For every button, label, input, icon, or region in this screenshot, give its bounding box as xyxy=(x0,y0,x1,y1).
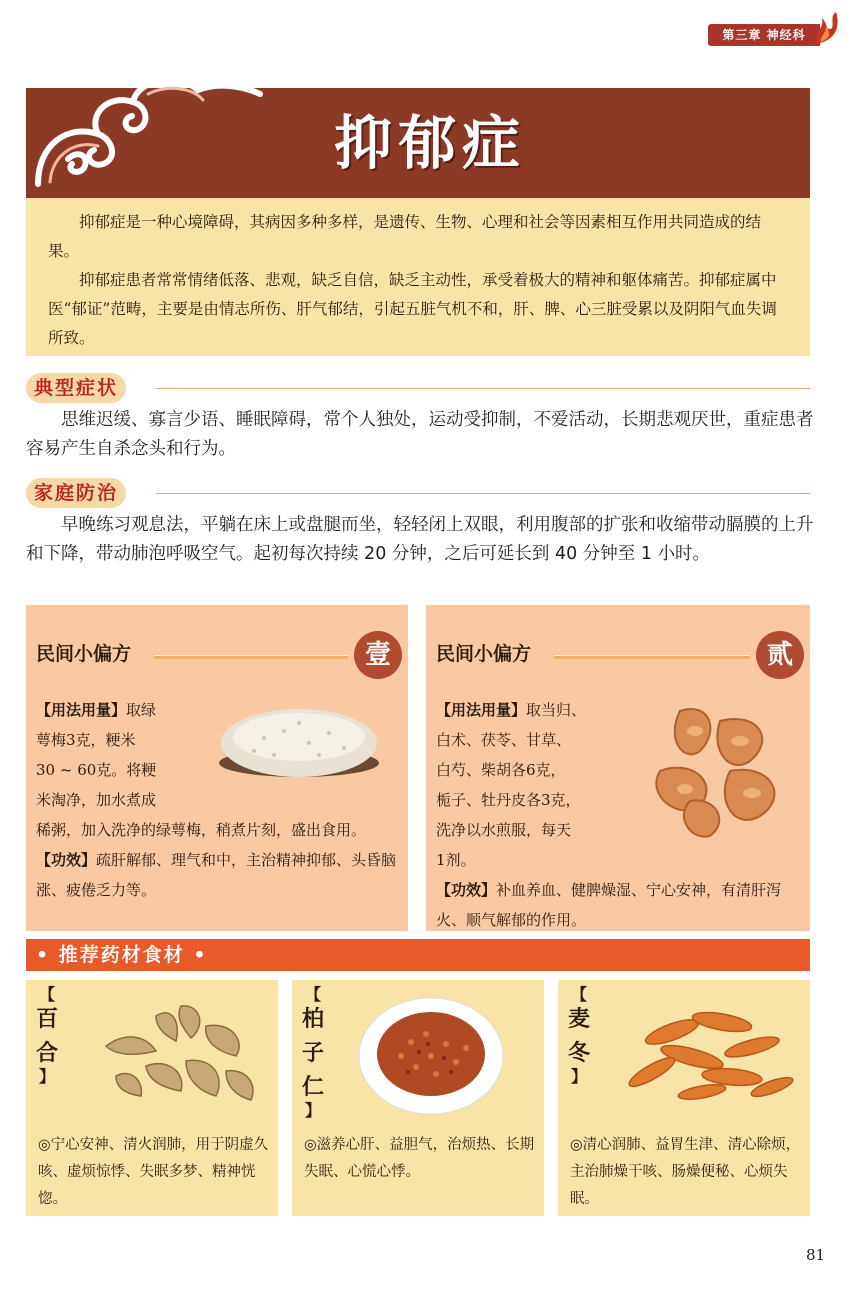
prevention-heading-label: 家庭防治 xyxy=(26,478,126,508)
remedy-effect xyxy=(436,875,802,935)
usage-line: 洗净以水煎服，每天 xyxy=(436,821,572,839)
remedy-usage xyxy=(436,695,646,875)
effect-label: 【功效】 xyxy=(436,881,497,899)
symptoms-text: 思维迟缓、寡言少语、睡眠障碍，常个人独处，运动受抑制，不爱活动，长期悲观厌世，重症患者容易产生自杀念头和行为。 xyxy=(26,410,814,459)
herb-name: 【 百 合 】 xyxy=(35,985,58,1086)
herb-slices-image xyxy=(640,701,800,841)
herb-description: ◎宁心安神、清火润肺，用于阴虚久咳、虚烦惊悸、失眠多梦、精神恍惚。 xyxy=(38,1137,269,1207)
usage-line: 取当归、 xyxy=(526,701,587,719)
page-title: 抑郁症 xyxy=(333,109,526,177)
prevention-heading xyxy=(26,478,810,508)
herb-name: 【 麦 冬 】 xyxy=(567,985,590,1086)
symptoms-heading-label: 典型症状 xyxy=(26,373,126,403)
herb-card-lily xyxy=(26,980,278,1216)
card-rule xyxy=(154,655,348,659)
symptoms-heading xyxy=(26,373,810,403)
usage-rest: 稀粥，加入洗净的绿萼梅，稍煮片刻，盛出食用。 xyxy=(36,821,367,839)
prevention-text: 早晚练习观息法，平躺在床上或盘腿而坐，轻轻闭上双眼，利用腹部的扩张和收缩带动膈膜的上升和下降，带动肺泡呼吸空气。起初每次持续 20 分钟，之后可延长到 40 分钟至 1 小时。 xyxy=(26,515,814,564)
rice-image xyxy=(214,693,384,783)
effect-label: 【功效】 xyxy=(36,851,97,869)
section-divider xyxy=(156,388,810,389)
effect-text: 疏肝解郁、理气和中，主治精神抑郁、头昏脑涨、疲倦乏力等。 xyxy=(36,851,397,899)
effect-text: 补血养血、健脾燥湿、宁心安神，有清肝泻火、顺气解郁的作用。 xyxy=(436,881,782,929)
section-divider xyxy=(156,493,810,494)
usage-line: 白芍、柴胡各6克， xyxy=(436,761,566,779)
herb-name: 【 柏 子 仁 】 xyxy=(301,985,324,1120)
remedy-title: 民间小偏方 xyxy=(436,643,532,665)
intro-box xyxy=(26,198,810,356)
card-rule xyxy=(554,655,750,659)
remedy-number-badge: 贰 xyxy=(756,631,804,679)
usage-line: 30 ~ 60克。将粳 xyxy=(36,761,157,779)
usage-line: 白术、茯苓、甘草、 xyxy=(436,731,572,749)
herb-description: ◎滋养心肝、益胆气，治烦热、长期失眠、心慌心悸。 xyxy=(304,1137,535,1180)
flame-ornament-icon xyxy=(812,10,840,46)
symptoms-body xyxy=(26,406,816,464)
remedy-usage xyxy=(36,695,212,815)
remedy-number-badge: 壹 xyxy=(354,631,402,679)
page-number: 81 xyxy=(806,1246,826,1264)
arborvitae-seed-image xyxy=(356,992,506,1118)
remedy-card-1 xyxy=(26,605,408,931)
intro-paragraph: 抑郁症患者常常情绪低落、悲观，缺乏自信，缺乏主动性，承受着极大的精神和躯体痛苦。抑郁症属中医“郁证”范畴，主要是由情志所伤、肝气郁结，引起五脏气机不和，肝、脾、心三脏受累以及阴阳气血失调所致。 xyxy=(48,271,777,347)
herb-card-arborvitae-seed xyxy=(292,980,544,1216)
usage-line: 米淘净，加水煮成 xyxy=(36,791,157,809)
ophiopogon-root-image xyxy=(612,992,802,1112)
usage-line: 萼梅3克，粳米 xyxy=(36,731,136,749)
usage-line: 栀子、牡丹皮各3克， xyxy=(436,791,581,809)
prevention-body xyxy=(26,511,816,569)
remedy-usage-continued xyxy=(36,815,400,905)
herb-description: ◎清心润肺、益胃生津、清心除烦，主治肺燥干咳、肠燥便秘、心烦失眠。 xyxy=(570,1137,801,1207)
lily-bulb-image xyxy=(86,996,266,1116)
remedy-title: 民间小偏方 xyxy=(36,643,132,665)
recommend-label: • 推荐药材食材 • xyxy=(36,944,208,966)
herb-card-ophiopogon xyxy=(558,980,810,1216)
usage-label: 【用法用量】 xyxy=(36,701,127,719)
remedy-card-2 xyxy=(426,605,810,931)
usage-line: 1剂。 xyxy=(436,851,476,869)
usage-label: 【用法用量】 xyxy=(436,701,527,719)
intro-paragraph: 抑郁症是一种心境障碍，其病因多种多样，是遗传、生物、心理和社会等因素相互作用共同造成的结果。 xyxy=(48,213,762,260)
chapter-tag: 第三章 神经科 xyxy=(708,24,820,46)
usage-line: 取绿 xyxy=(126,701,157,719)
